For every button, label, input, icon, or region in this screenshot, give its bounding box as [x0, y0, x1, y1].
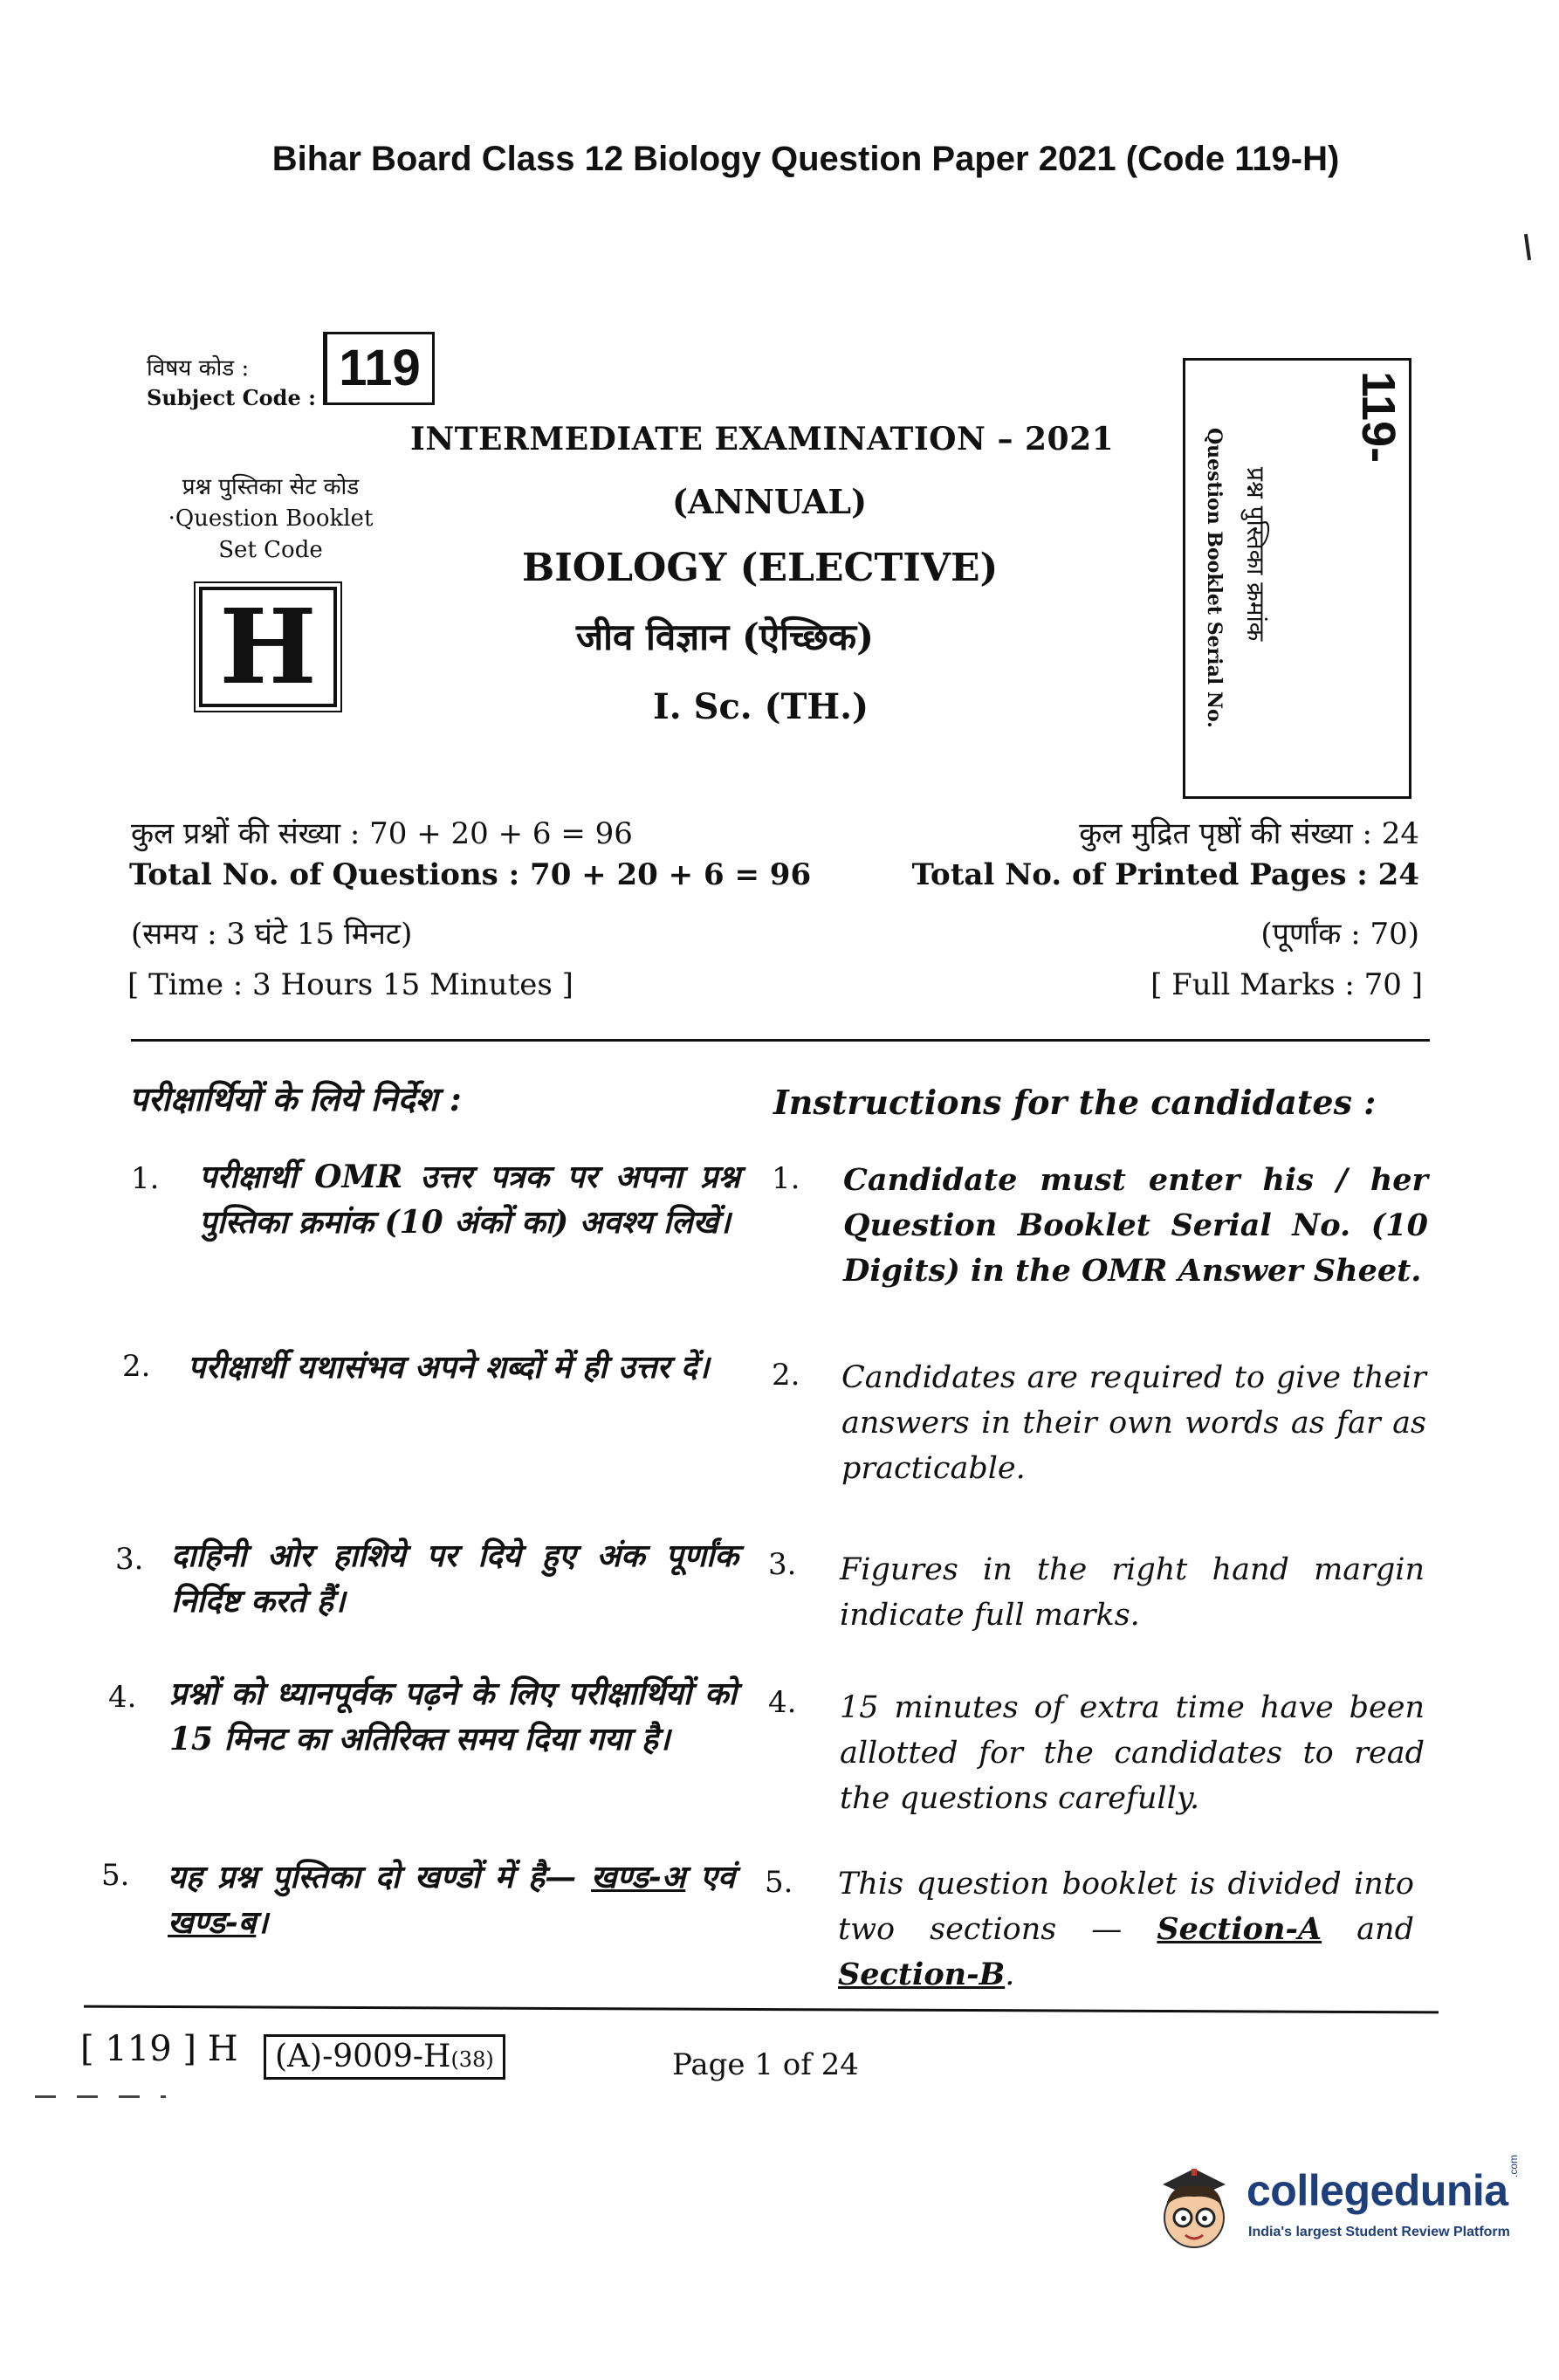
booklet-set-label [148, 471, 393, 566]
total-pages-en: Total No. of Printed Pages : 24 [911, 857, 1419, 892]
instruction-en-5-end: . [1005, 1957, 1015, 1992]
instruction-hi-5-and: एवं [700, 1859, 735, 1895]
total-pages-hi: कुल मुद्रित पृष्ठों की संख्या : 24 [1079, 816, 1419, 851]
item-number: 3. [115, 1542, 144, 1577]
instruction-en-2: Candidates are required to give their answers in their own words as far as practicable. [841, 1360, 1426, 1486]
full-marks-en: [ Full Marks : 70 ] [1150, 967, 1423, 1002]
instruction-hi-5-end: । [256, 1904, 268, 1941]
item-number: 1. [131, 1161, 160, 1196]
instruction-hi-1: परीक्षार्थी OMR उत्तर पत्रक पर अपना प्रश्न पुस्तिका क्रमांक (10 अंकों का) अवश्य लिखें। [199, 1159, 740, 1241]
footer-booklet-code-suffix: (38) [450, 2047, 494, 2072]
section-a-en: Section-A [1157, 1911, 1322, 1947]
exam-subject-en: BIOLOGY (ELECTIVE) [522, 546, 999, 590]
booklet-set-label-en-2: Set Code [218, 537, 323, 563]
collegedunia-logo-text: collegedunia [1247, 2166, 1508, 2215]
divider-top [131, 1039, 1430, 1042]
instruction-hi-3: दाहिनी ओर हाशिये पर दिये हुए अंक पूर्णांक निर्दिष्ट करते हैं। [171, 1537, 738, 1620]
item-number: 5. [765, 1865, 793, 1900]
footer-booklet-code [264, 2034, 505, 2080]
item-number: 2. [122, 1349, 151, 1384]
section-a-hi: खण्ड-अ [590, 1859, 686, 1895]
instruction-hi-2: परीक्षार्थी यथासंभव अपने शब्दों में ही उत्तर दें। [188, 1349, 710, 1386]
dashed-mark [35, 2095, 166, 2098]
item-number: 4. [768, 1685, 797, 1720]
booklet-set-label-en-1: ·Question Booklet [168, 506, 374, 532]
instructions-heading-hi: परीक्षार्थियों के लिये निर्देश : [129, 1079, 462, 1118]
exam-session: (ANNUAL) [672, 482, 868, 521]
subject-code-label-en: Subject Code : [147, 385, 316, 410]
section-b-en: Section-B [838, 1957, 1006, 1992]
item-number: 3. [768, 1547, 797, 1582]
footer-booklet-code-main: (A)-9009-H [275, 2039, 451, 2074]
serial-number: 119- [1352, 371, 1404, 464]
instruction-en-3: Figures in the right hand margin indicate full marks. [840, 1552, 1425, 1633]
exam-title: INTERMEDIATE EXAMINATION – 2021 [410, 421, 1115, 457]
serial-label-hi: प्रश्न पुस्तिका क्रमांक [1241, 467, 1270, 642]
subject-code-label-hi: विषय कोड : [147, 355, 250, 382]
logo-tagline: India's largest Student Review Platform [1248, 2225, 1510, 2239]
exam-subject-hi: जीव विज्ञान (ऐच्छिक) [576, 616, 874, 658]
instruction-hi-5-text: यह प्रश्न पुस्तिका दो खण्डों में है— [168, 1859, 577, 1895]
page-number: Page 1 of 24 [672, 2047, 859, 2082]
divider-bottom [84, 2005, 1439, 2014]
booklet-set-code: H [199, 587, 337, 707]
item-number: 4. [108, 1680, 137, 1715]
instruction-en-5-text: This question booklet is divided into two sections — [838, 1867, 1414, 1947]
instruction-en-5-and: and [1356, 1912, 1414, 1947]
item-number: 5. [101, 1858, 130, 1893]
exam-class: I. Sc. (TH.) [653, 686, 869, 727]
full-marks-hi: (पूर्णांक : 70) [1260, 917, 1419, 952]
logo-domain-suffix: .com [1507, 2154, 1520, 2177]
instruction-en-4: 15 minutes of extra time have been allotted for the candidates to read the questions carefully. [840, 1690, 1425, 1816]
instruction-en-1: Candidate must enter his / her Question Booklet Serial No. (10 Digits) in the OMR Answer Sheet. [843, 1162, 1428, 1289]
total-questions-hi: कुल प्रश्नों की संख्या : 70 + 20 + 6 = 96 [131, 816, 633, 851]
booklet-set-label-hi: प्रश्न पुस्तिका सेट कोड [182, 474, 360, 500]
section-b-hi: खण्ड-ब [168, 1904, 257, 1941]
instruction-hi-5 [168, 1854, 735, 1945]
page-title: Bihar Board Class 12 Biology Question Paper 2021 (Code 119-H) [271, 140, 1340, 178]
instruction-hi-4: प्रश्नों को ध्यानपूर्वक पढ़ने के लिए परीक्षार्थियों को 15 मिनट का अतिरिक्त समय दिया गया है। [169, 1675, 737, 1757]
instructions-heading-en: Instructions for the candidates : [773, 1083, 1377, 1122]
stray-mark [1524, 234, 1531, 260]
item-number: 1. [772, 1161, 800, 1196]
serial-label-en: Question Booklet Serial No. [1203, 428, 1226, 728]
subject-code-value: 119 [323, 332, 435, 405]
footer-paper-code: [ 119 ] H [80, 2029, 238, 2069]
time-hi: (समय : 3 घंटे 15 मिनट) [131, 917, 413, 952]
total-questions-en: Total No. of Questions : 70 + 20 + 6 = 96 [129, 857, 812, 892]
subject-code-label [147, 354, 316, 413]
item-number: 2. [772, 1358, 800, 1393]
collegedunia-mascot-icon [1154, 2150, 1234, 2261]
time-en: [ Time : 3 Hours 15 Minutes ] [127, 967, 573, 1002]
instruction-en-5 [838, 1861, 1414, 1998]
